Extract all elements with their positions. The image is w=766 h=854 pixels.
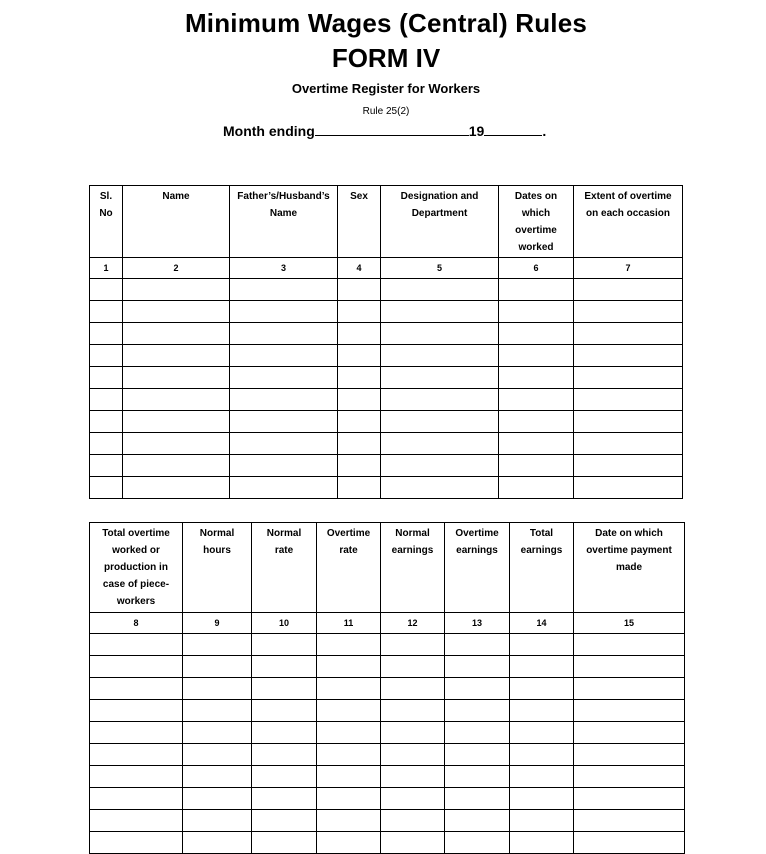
entry-cell[interactable] [574, 700, 685, 722]
entry-cell[interactable] [338, 389, 381, 411]
column-number: 6 [499, 258, 574, 279]
entry-cell[interactable] [123, 411, 230, 433]
entry-cell[interactable] [510, 810, 574, 832]
column-header: Extent of overtime on each occasion [574, 186, 683, 258]
entry-cell[interactable] [90, 744, 183, 766]
entry-cell[interactable] [499, 345, 574, 367]
column-header: Normal rate [252, 523, 317, 613]
entry-cell[interactable] [90, 455, 123, 477]
entry-cell[interactable] [90, 788, 183, 810]
entry-cell[interactable] [338, 301, 381, 323]
entry-cell[interactable] [90, 832, 183, 854]
entry-cell[interactable] [183, 656, 252, 678]
entry-cell[interactable] [499, 477, 574, 499]
entry-cell[interactable] [574, 832, 685, 854]
entry-cell[interactable] [381, 788, 445, 810]
table-row [90, 367, 683, 389]
column-number: 4 [338, 258, 381, 279]
column-header: Normal hours [183, 523, 252, 613]
entry-cell[interactable] [123, 455, 230, 477]
entry-cell[interactable] [445, 810, 510, 832]
entry-cell[interactable] [252, 832, 317, 854]
entry-cell[interactable] [317, 810, 381, 832]
entry-cell[interactable] [381, 455, 499, 477]
entry-cell[interactable] [123, 389, 230, 411]
entry-cell[interactable] [381, 744, 445, 766]
entry-cell[interactable] [445, 634, 510, 656]
entry-cell[interactable] [230, 477, 338, 499]
entry-cell[interactable] [574, 766, 685, 788]
entry-cell[interactable] [90, 367, 123, 389]
column-number: 5 [381, 258, 499, 279]
entry-cell[interactable] [381, 301, 499, 323]
entry-cell[interactable] [499, 389, 574, 411]
header-row [90, 186, 683, 258]
column-number: 9 [183, 613, 252, 634]
entry-cell[interactable] [252, 656, 317, 678]
entry-cell[interactable] [90, 766, 183, 788]
entry-cell[interactable] [338, 279, 381, 301]
entry-cell[interactable] [445, 788, 510, 810]
entry-cell[interactable] [510, 700, 574, 722]
entry-cell[interactable] [445, 656, 510, 678]
entry-cell[interactable] [317, 766, 381, 788]
column-number: 1 [90, 258, 123, 279]
entry-cell[interactable] [574, 744, 685, 766]
entry-cell[interactable] [230, 367, 338, 389]
form-title: Minimum Wages (Central) Rules [184, 8, 588, 38]
table-row [90, 656, 685, 678]
entry-cell[interactable] [183, 810, 252, 832]
entry-cell[interactable] [338, 345, 381, 367]
entry-cell[interactable] [90, 634, 183, 656]
entry-cell[interactable] [574, 345, 683, 367]
column-header: Date on which overtime payment made [574, 523, 685, 613]
entry-cell[interactable] [381, 323, 499, 345]
entry-cell[interactable] [445, 678, 510, 700]
form-number: FORM IV [331, 43, 441, 73]
entry-cell[interactable] [574, 788, 685, 810]
entry-cell[interactable] [90, 411, 123, 433]
column-header: Dates on which overtime worked [499, 186, 574, 258]
entry-cell[interactable] [445, 744, 510, 766]
entry-cell[interactable] [381, 810, 445, 832]
entry-cell[interactable] [499, 455, 574, 477]
entry-cell[interactable] [574, 389, 683, 411]
entry-cell[interactable] [230, 455, 338, 477]
entry-cell[interactable] [90, 722, 183, 744]
column-header: Total earnings [510, 523, 574, 613]
year-blank[interactable] [484, 122, 542, 136]
entry-cell[interactable] [574, 455, 683, 477]
entry-cell[interactable] [499, 367, 574, 389]
table-row [90, 433, 683, 455]
entry-cell[interactable] [381, 367, 499, 389]
entry-cell[interactable] [90, 389, 123, 411]
entry-cell[interactable] [510, 678, 574, 700]
entry-cell[interactable] [90, 345, 123, 367]
entry-cell[interactable] [252, 678, 317, 700]
entry-cell[interactable] [381, 345, 499, 367]
entry-cell[interactable] [338, 477, 381, 499]
overtime-table-part1 [89, 185, 683, 499]
entry-cell[interactable] [574, 678, 685, 700]
entry-cell[interactable] [90, 279, 123, 301]
entry-cell[interactable] [123, 345, 230, 367]
column-header: Total overtime worked or production in case of piece- workers [90, 523, 183, 613]
column-number: 10 [252, 613, 317, 634]
entry-cell[interactable] [183, 722, 252, 744]
entry-cell[interactable] [381, 411, 499, 433]
table-row [90, 722, 685, 744]
column-number: 15 [574, 613, 685, 634]
period-mark: . [542, 123, 547, 139]
rule-reference: Rule 25(2) [362, 106, 410, 117]
entry-cell[interactable] [381, 678, 445, 700]
entry-cell[interactable] [381, 634, 445, 656]
month-blank[interactable] [315, 122, 469, 136]
entry-cell[interactable] [499, 323, 574, 345]
entry-cell[interactable] [317, 722, 381, 744]
entry-cell[interactable] [338, 455, 381, 477]
month-ending-line [223, 122, 546, 139]
entry-cell[interactable] [183, 788, 252, 810]
table-row [90, 810, 685, 832]
entry-cell[interactable] [317, 678, 381, 700]
column-number: 12 [381, 613, 445, 634]
entry-cell[interactable] [510, 722, 574, 744]
column-header: Name [123, 186, 230, 258]
entry-cell[interactable] [381, 766, 445, 788]
column-number: 7 [574, 258, 683, 279]
entry-cell[interactable] [381, 722, 445, 744]
entry-cell[interactable] [574, 411, 683, 433]
table-row [90, 455, 683, 477]
entry-cell[interactable] [338, 433, 381, 455]
entry-cell[interactable] [123, 323, 230, 345]
table-row [90, 279, 683, 301]
entry-cell[interactable] [574, 301, 683, 323]
entry-cell[interactable] [317, 744, 381, 766]
entry-cell[interactable] [574, 722, 685, 744]
entry-cell[interactable] [338, 323, 381, 345]
entry-cell[interactable] [574, 656, 685, 678]
column-number: 2 [123, 258, 230, 279]
entry-cell[interactable] [123, 301, 230, 323]
entry-cell[interactable] [252, 634, 317, 656]
column-header: Sex [338, 186, 381, 258]
overtime-table-part2 [89, 522, 685, 854]
entry-cell[interactable] [445, 766, 510, 788]
column-header: Father’s/Husband’s Name [230, 186, 338, 258]
year-prefix: 19 [468, 123, 485, 139]
entry-cell[interactable] [252, 722, 317, 744]
entry-cell[interactable] [445, 722, 510, 744]
entry-cell[interactable] [183, 678, 252, 700]
table-row [90, 832, 685, 854]
table-row [90, 301, 683, 323]
column-number: 11 [317, 613, 381, 634]
entry-cell[interactable] [123, 367, 230, 389]
table-row [90, 389, 683, 411]
entry-cell[interactable] [230, 323, 338, 345]
column-header: Sl. No [90, 186, 123, 258]
column-number: 13 [445, 613, 510, 634]
entry-cell[interactable] [574, 810, 685, 832]
form-subtitle: Overtime Register for Workers [291, 81, 481, 96]
header-row [90, 523, 685, 613]
entry-cell[interactable] [499, 301, 574, 323]
month-ending-label: Month ending [223, 123, 315, 139]
entry-cell[interactable] [381, 279, 499, 301]
entry-cell[interactable] [510, 766, 574, 788]
entry-cell[interactable] [381, 433, 499, 455]
column-number: 8 [90, 613, 183, 634]
entry-cell[interactable] [338, 411, 381, 433]
entry-cell[interactable] [183, 700, 252, 722]
table-row [90, 678, 685, 700]
entry-cell[interactable] [230, 411, 338, 433]
entry-cell[interactable] [123, 433, 230, 455]
entry-cell[interactable] [183, 766, 252, 788]
table-row [90, 744, 685, 766]
entry-cell[interactable] [510, 744, 574, 766]
table-row [90, 411, 683, 433]
entry-cell[interactable] [381, 700, 445, 722]
entry-cell[interactable] [574, 433, 683, 455]
entry-cell[interactable] [123, 279, 230, 301]
entry-cell[interactable] [510, 634, 574, 656]
column-number-row [90, 613, 685, 634]
entry-cell[interactable] [381, 656, 445, 678]
column-number: 3 [230, 258, 338, 279]
entry-cell[interactable] [338, 367, 381, 389]
table-row [90, 323, 683, 345]
column-header: Designation and Department [381, 186, 499, 258]
entry-cell[interactable] [317, 634, 381, 656]
entry-cell[interactable] [574, 367, 683, 389]
entry-cell[interactable] [510, 832, 574, 854]
entry-cell[interactable] [252, 744, 317, 766]
table-row [90, 634, 685, 656]
column-number-row [90, 258, 683, 279]
entry-cell[interactable] [574, 634, 685, 656]
entry-cell[interactable] [230, 301, 338, 323]
entry-cell[interactable] [90, 477, 123, 499]
entry-cell[interactable] [574, 323, 683, 345]
entry-cell[interactable] [445, 700, 510, 722]
entry-cell[interactable] [499, 279, 574, 301]
entry-cell[interactable] [252, 788, 317, 810]
entry-cell[interactable] [317, 832, 381, 854]
entry-cell[interactable] [381, 832, 445, 854]
column-number: 14 [510, 613, 574, 634]
entry-cell[interactable] [183, 832, 252, 854]
entry-cell[interactable] [381, 477, 499, 499]
entry-cell[interactable] [252, 810, 317, 832]
entry-cell[interactable] [317, 700, 381, 722]
entry-cell[interactable] [574, 279, 683, 301]
entry-cell[interactable] [90, 678, 183, 700]
entry-cell[interactable] [90, 700, 183, 722]
entry-cell[interactable] [230, 345, 338, 367]
entry-cell[interactable] [381, 389, 499, 411]
entry-cell[interactable] [230, 389, 338, 411]
entry-cell[interactable] [90, 810, 183, 832]
entry-cell[interactable] [510, 788, 574, 810]
entry-cell[interactable] [445, 832, 510, 854]
entry-cell[interactable] [90, 656, 183, 678]
entry-cell[interactable] [230, 433, 338, 455]
entry-cell[interactable] [123, 477, 230, 499]
table-row [90, 788, 685, 810]
entry-cell[interactable] [499, 433, 574, 455]
table-row [90, 477, 683, 499]
entry-cell[interactable] [317, 788, 381, 810]
entry-cell[interactable] [90, 433, 123, 455]
column-header: Overtime earnings [445, 523, 510, 613]
entry-cell[interactable] [90, 301, 123, 323]
entry-cell[interactable] [230, 279, 338, 301]
entry-cell[interactable] [252, 766, 317, 788]
entry-cell[interactable] [252, 700, 317, 722]
entry-cell[interactable] [510, 656, 574, 678]
entry-cell[interactable] [574, 477, 683, 499]
column-header: Overtime rate [317, 523, 381, 613]
entry-cell[interactable] [183, 744, 252, 766]
column-header: Normal earnings [381, 523, 445, 613]
entry-cell[interactable] [499, 411, 574, 433]
entry-cell[interactable] [183, 634, 252, 656]
table-row [90, 766, 685, 788]
entry-cell[interactable] [90, 323, 123, 345]
entry-cell[interactable] [317, 656, 381, 678]
table-row [90, 700, 685, 722]
table-row [90, 345, 683, 367]
